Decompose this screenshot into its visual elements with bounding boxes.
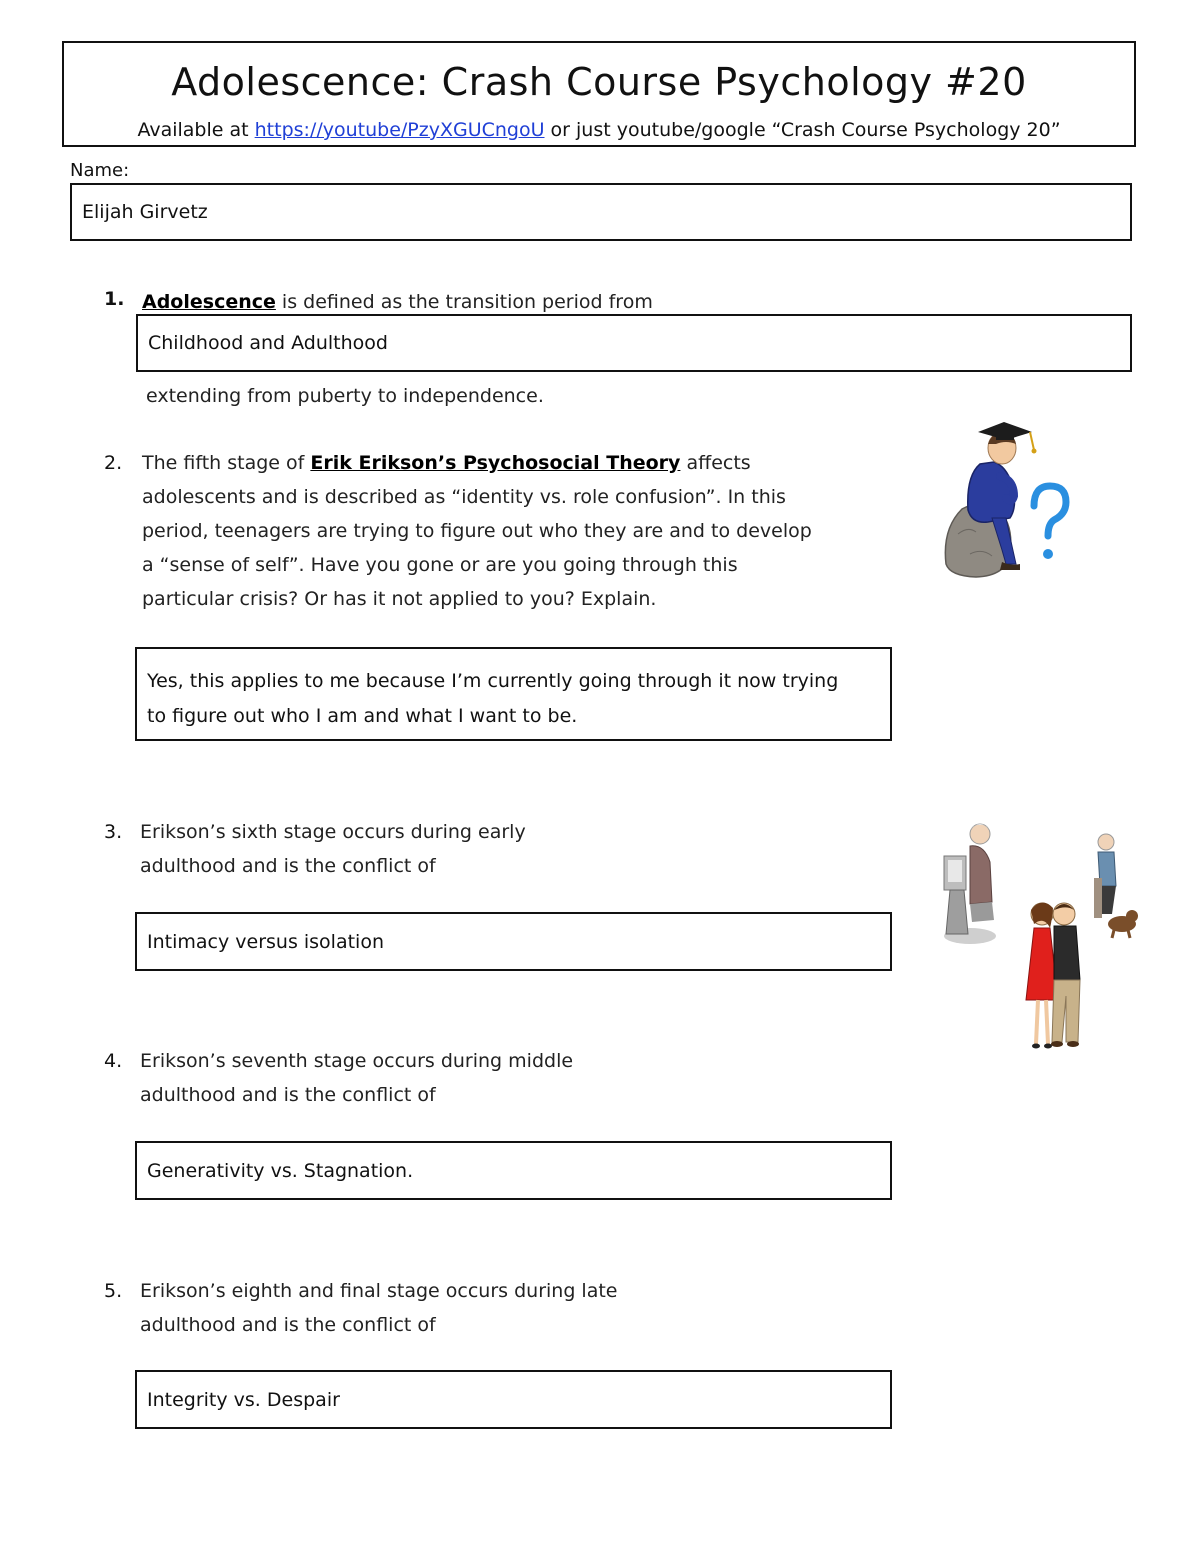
question-2-answer-box[interactable] xyxy=(135,647,892,741)
question-4-line: Erikson’s seventh stage occurs during middle xyxy=(140,1050,574,1072)
question-5-line: Erikson’s eighth and final stage occurs during late xyxy=(140,1280,618,1302)
question-3-number: 3. xyxy=(104,821,123,843)
question-4-number: 4. xyxy=(104,1050,123,1072)
question-2-line: period, teenagers are trying to figure out who they are and to develop xyxy=(142,520,812,542)
question-2-line: adolescents and is described as “identity vs. role confusion”. In this xyxy=(142,486,786,508)
question-3-line: Erikson’s sixth stage occurs during early xyxy=(140,821,526,843)
question-2-answer-line: Yes, this applies to me because I’m currently going through it now trying xyxy=(147,670,839,692)
question-2-intro: The fifth stage of xyxy=(142,452,311,474)
question-1-answer-box[interactable] xyxy=(136,314,1132,372)
name-value: Elijah Girvetz xyxy=(82,201,208,223)
question-5-number: 5. xyxy=(104,1280,123,1302)
page-title: Adolescence: Crash Course Psychology #20 xyxy=(171,60,1027,104)
name-field[interactable] xyxy=(70,183,1132,241)
question-5-answer-box[interactable] xyxy=(135,1370,892,1429)
question-2-term: Erik Erikson’s Psychosocial Theory xyxy=(310,452,681,474)
name-label: Name: xyxy=(70,160,130,181)
question-2-first-line xyxy=(142,446,902,480)
question-1-answer: Childhood and Adulthood xyxy=(148,332,388,354)
video-link[interactable]: https://youtube/PzyXGUCngoU xyxy=(254,119,545,141)
question-2-text xyxy=(142,446,902,616)
question-3-text xyxy=(140,815,526,883)
question-4-text xyxy=(140,1044,573,1112)
question-5-text xyxy=(140,1274,618,1342)
question-2-line: a “sense of self”. Have you gone or are you going through this xyxy=(142,554,738,576)
question-4-answer: Generativity vs. Stagnation. xyxy=(147,1159,414,1182)
life-stages-illustration xyxy=(940,816,1140,1052)
graduate-thinking-illustration xyxy=(940,414,1070,582)
question-1-followup: extending from puberty to independence. xyxy=(146,385,544,407)
question-3-answer-box[interactable] xyxy=(135,912,892,971)
question-2-number: 2. xyxy=(104,452,123,474)
question-1-term: Adolescence xyxy=(142,291,276,313)
source-line xyxy=(62,119,1136,141)
available-suffix: or just youtube/google “Crash Course Psychology 20” xyxy=(544,119,1061,141)
question-2-line: particular crisis? Or has it not applied to you? Explain. xyxy=(142,588,657,610)
question-3-answer: Intimacy versus isolation xyxy=(147,930,384,953)
question-2-intro-tail: affects xyxy=(680,452,751,474)
question-2-answer-line: to figure out who I am and what I want to be. xyxy=(147,705,578,727)
question-5-answer: Integrity vs. Despair xyxy=(147,1388,340,1411)
question-4-answer-box[interactable] xyxy=(135,1141,892,1200)
question-3-line: adulthood and is the conflict of xyxy=(140,855,436,877)
question-1-prompt: is defined as the transition period from xyxy=(275,291,653,313)
question-1-number: 1. xyxy=(104,288,125,310)
available-prefix: Available at xyxy=(137,119,255,141)
question-4-line: adulthood and is the conflict of xyxy=(140,1084,436,1106)
question-5-line: adulthood and is the conflict of xyxy=(140,1314,436,1336)
